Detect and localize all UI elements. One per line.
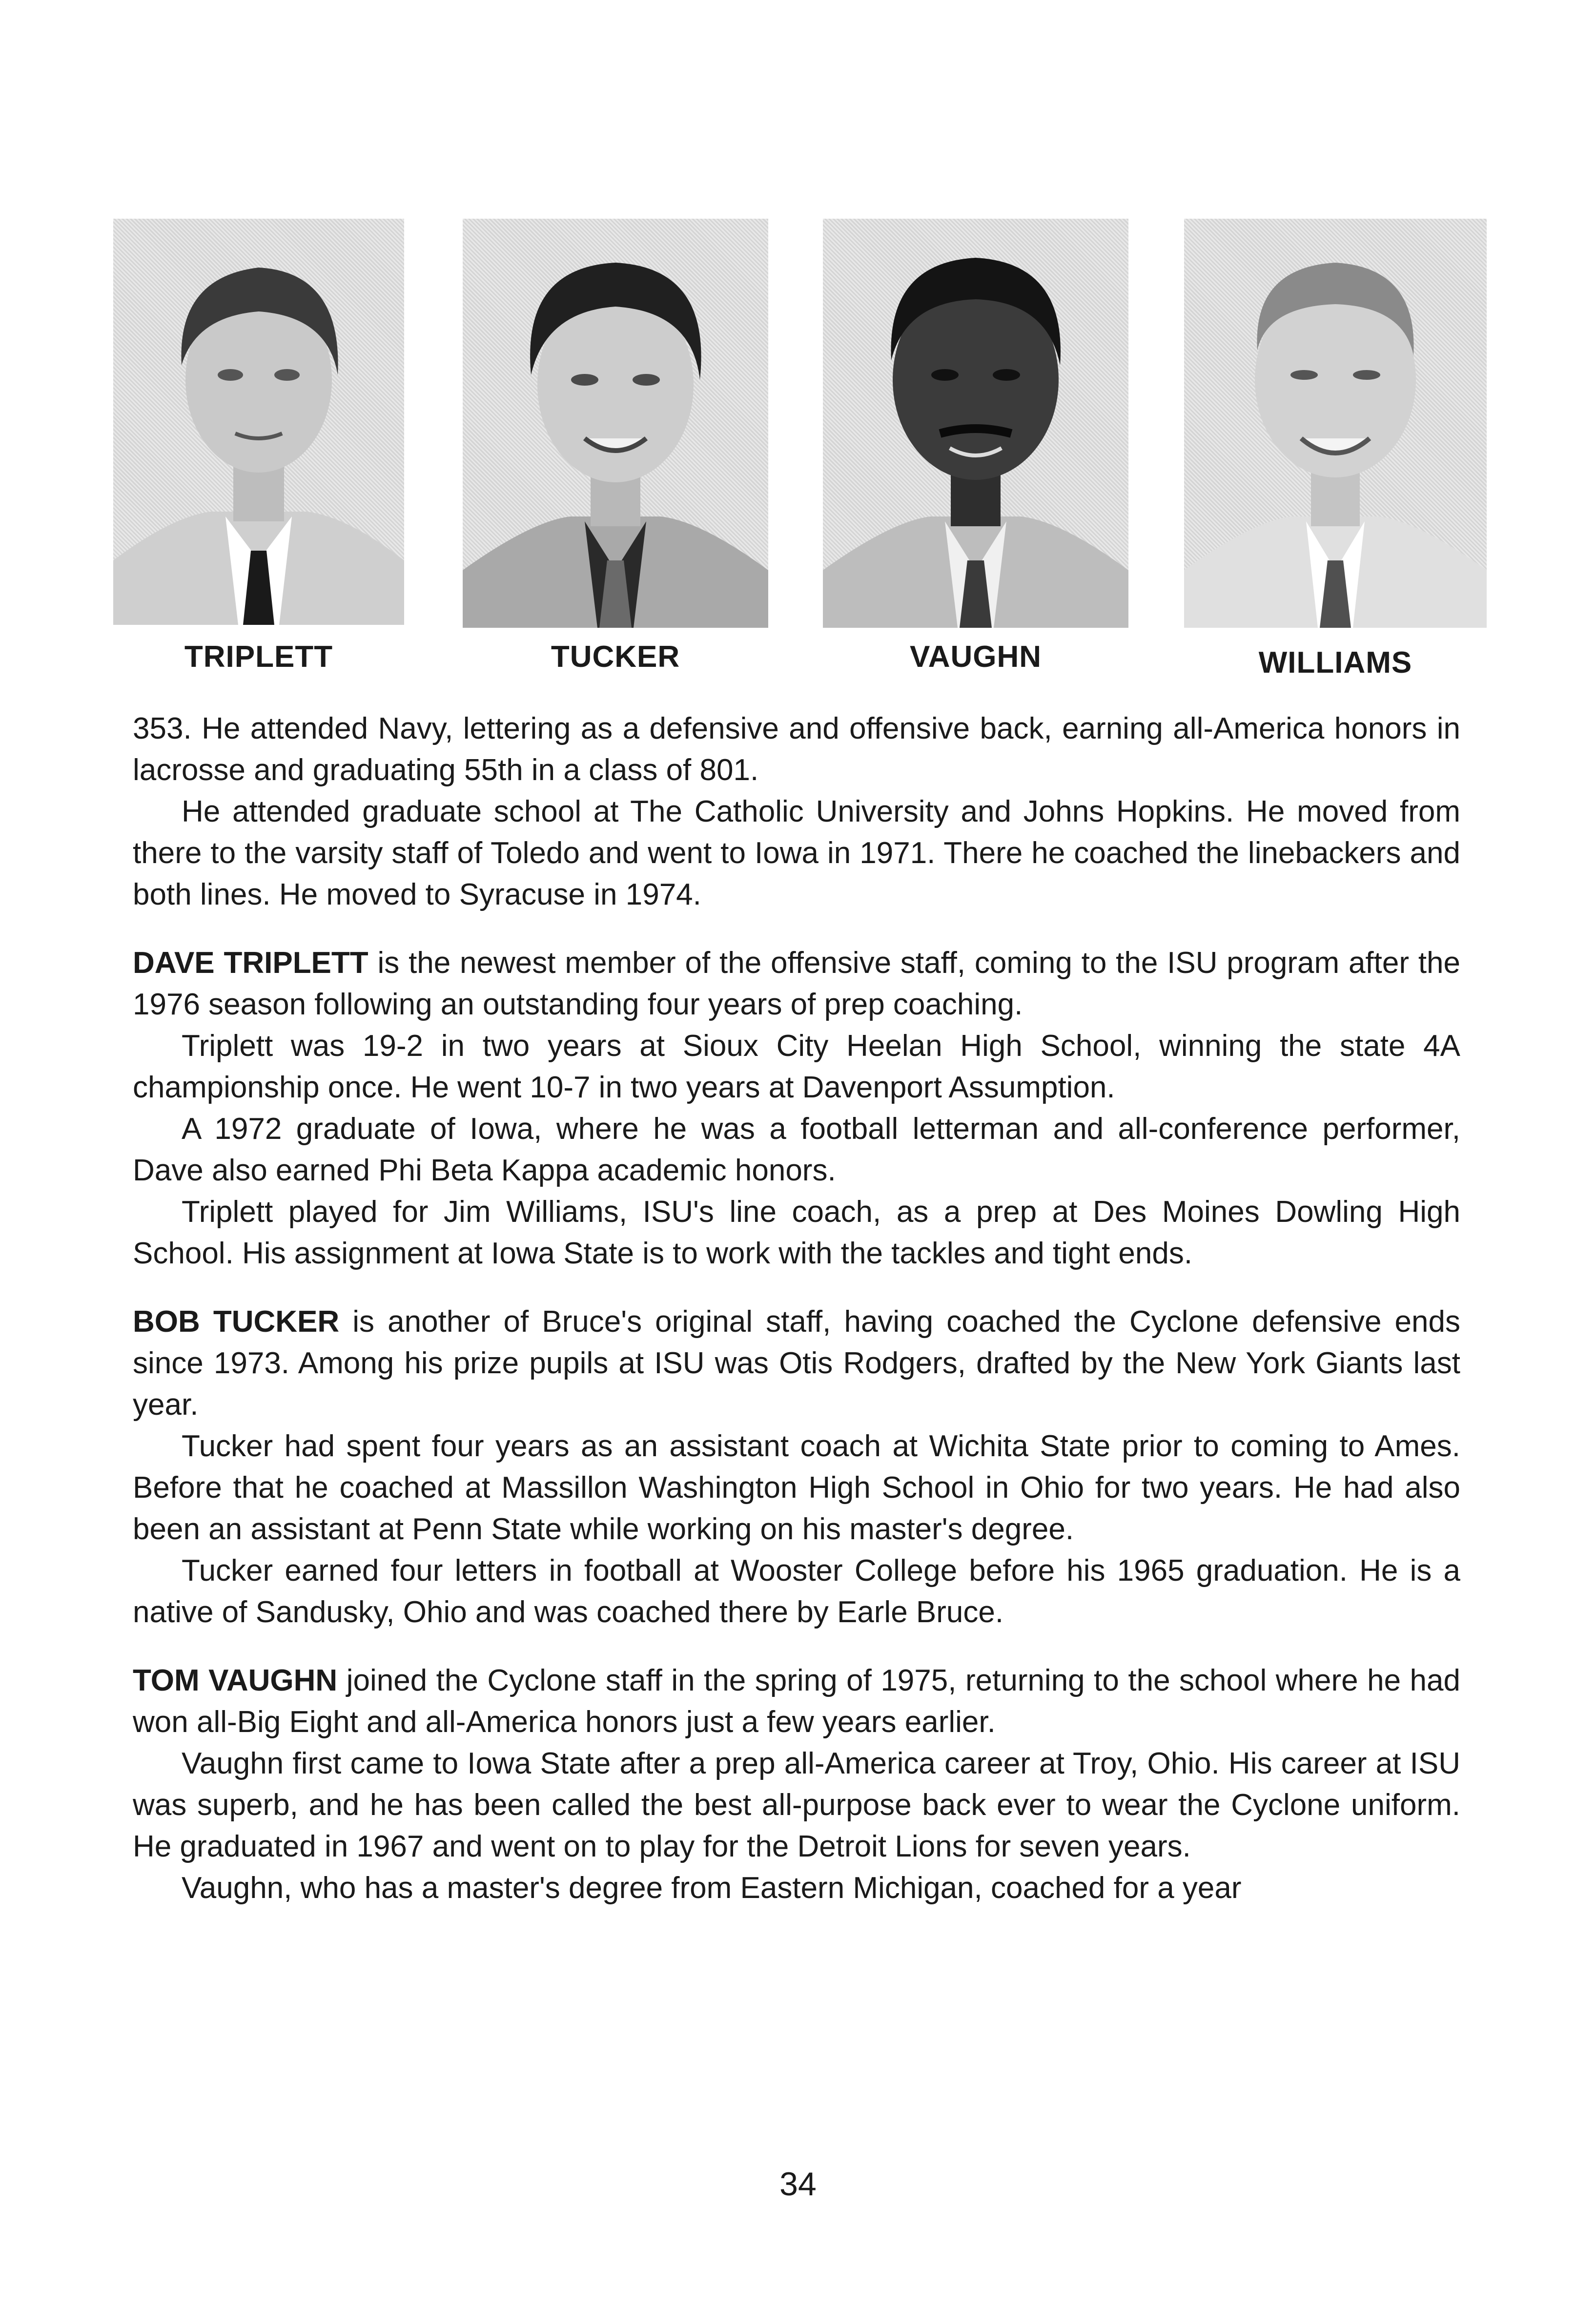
coach-name-vaughn: TOM VAUGHN: [133, 1664, 338, 1697]
portrait-image: [113, 219, 404, 625]
coach-name-triplett: DAVE TRIPLETT: [133, 946, 368, 980]
page-number: 34: [779, 2166, 817, 2203]
bio-lead-text: is the newest member of the offensive staff, coming to the ISU program after the 1976 season following an outstanding four years of prep coaching.: [133, 946, 1461, 1021]
photo-caption-vaughn: VAUGHN: [909, 640, 1042, 674]
bio-lead-paragraph: [133, 1660, 1460, 1743]
portrait-image: [1184, 219, 1487, 628]
bio-lead-paragraph: [133, 942, 1460, 1025]
bio-lead-text: joined the Cyclone staff in the spring of 1975, returning to the school where he had won all-Big Eight and all-America honors just a few years earlier.: [133, 1664, 1460, 1739]
photo-tucker: [463, 219, 768, 628]
paragraph: Triplett was 19-2 in two years at Sioux City Heelan High School, winning the state 4A championship once. He went 10-7 in two years at Davenport Assumption.: [133, 1029, 1460, 1104]
paragraph: Triplett played for Jim Williams, ISU's line coach, as a prep at Des Moines Dowling High School. His assignment at Iowa State is to work with the tackles and tight ends.: [133, 1195, 1460, 1270]
photo-triplett: [113, 219, 404, 625]
paragraph: A 1972 graduate of Iowa, where he was a football letterman and all-conference performer, Dave also earned Phi Beta Kappa academic honors.: [133, 1112, 1460, 1187]
paragraph: 353. He attended Navy, lettering as a defensive and offensive back, earning all-America honors in lacrosse and graduating 55th in a class of 801.: [133, 712, 1460, 787]
photo-vaughn: [823, 219, 1128, 628]
bio-lead-text: is another of Bruce's original staff, having coached the Cyclone defensive ends since 1973. Among his prize pupils at ISU was Otis Rodgers, drafted by the New York Giants last year.: [133, 1305, 1460, 1422]
paragraph: He attended graduate school at The Catholic University and Johns Hopkins. He moved from there to the varsity staff of Toledo and went to Iowa in 1971. There he coached the linebackers and both lines. He moved to Syracuse in 1974.: [133, 795, 1460, 911]
paragraph: Tucker earned four letters in football at Wooster College before his 1965 graduation. He is a native of Sandusky, Ohio and was coached there by Earle Bruce.: [133, 1554, 1460, 1629]
photo-caption-tucker: TUCKER: [551, 640, 680, 674]
bio-lead-paragraph: [133, 1301, 1460, 1425]
paragraph: Vaughn, who has a master's degree from Eastern Michigan, coached for a year: [182, 1871, 1242, 1905]
article-body: [133, 708, 1460, 1909]
portrait-image: [823, 219, 1128, 628]
photo-williams: [1184, 219, 1487, 628]
paragraph: Tucker had spent four years as an assistant coach at Wichita State prior to coming to Ames. Before that he coached at Massillon Washington High School in Ohio for two years. He had also been an assistant at Penn State while working on his master's degree.: [133, 1429, 1460, 1546]
photo-caption-triplett: TRIPLETT: [184, 640, 333, 674]
coach-name-tucker: BOB TUCKER: [133, 1305, 340, 1339]
paragraph: Vaughn first came to Iowa State after a prep all-America career at Troy, Ohio. His career at ISU was superb, and he has been called the best all-purpose back ever to wear the Cyclone uniform. He graduated in 1967 and went on to play for the Detroit Lions for seven years.: [133, 1747, 1460, 1863]
portrait-image: [463, 219, 768, 628]
photo-caption-williams: WILLIAMS: [1258, 646, 1412, 680]
